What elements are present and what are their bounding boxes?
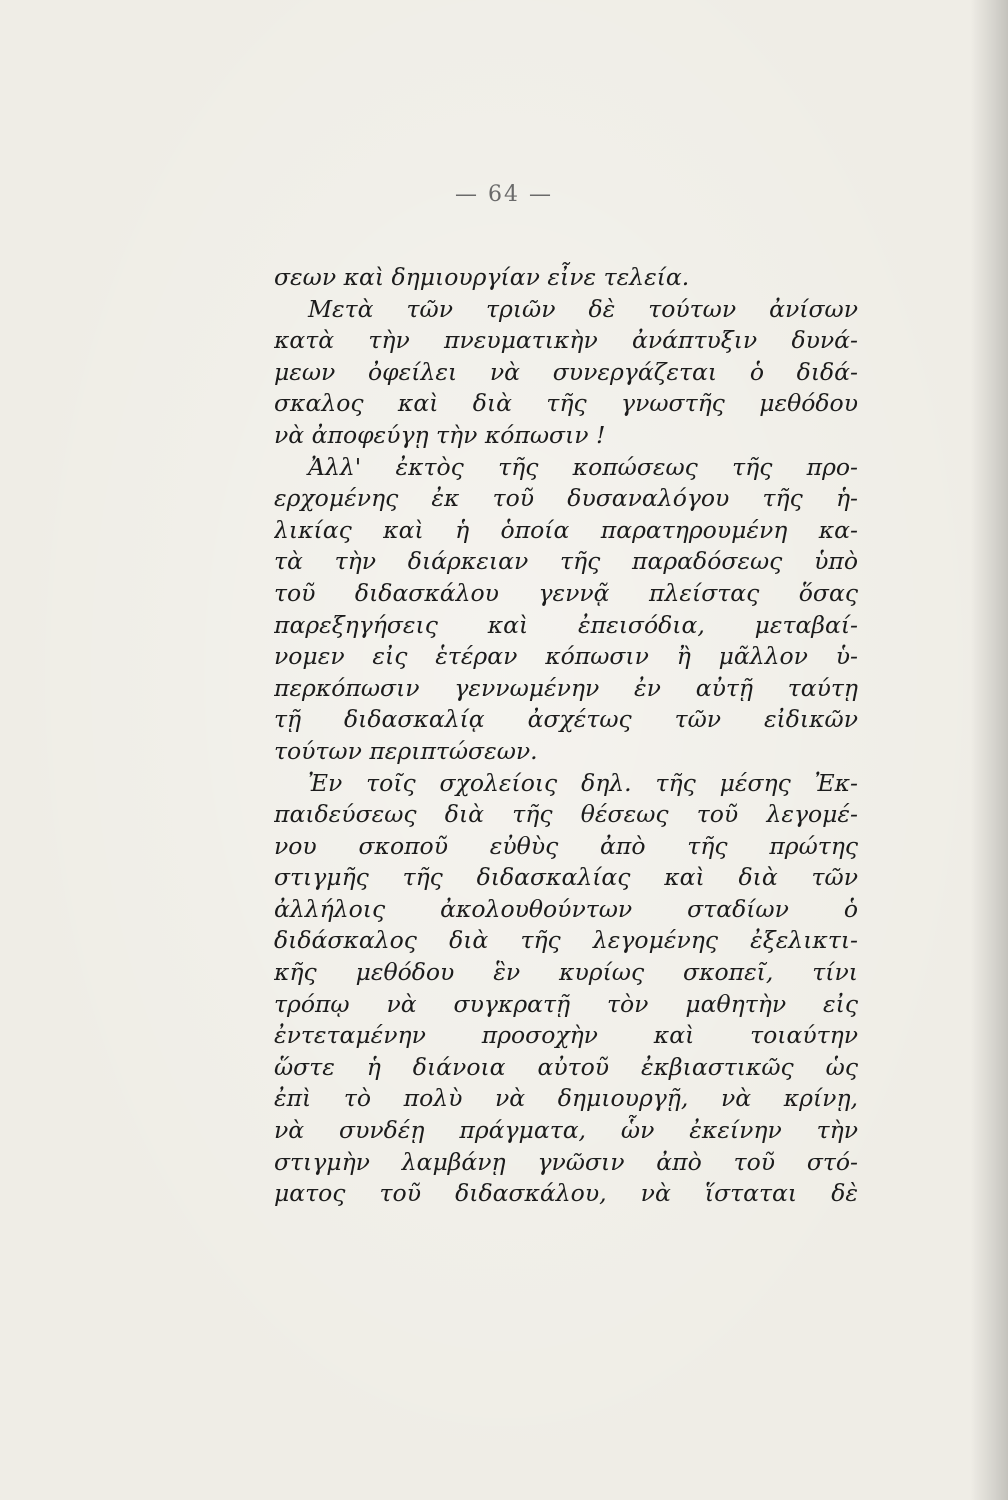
text-line: τῇ διδασκαλίᾳ ἀσχέτως τῶν εἰδικῶν xyxy=(274,705,858,734)
text-line: Ἀλλ' ἐκτὸς τῆς κοπώσεως τῆς προ- xyxy=(308,452,858,481)
text-line: κατὰ τὴν πνευματικὴν ἀνάπτυξιν δυνά- xyxy=(274,326,858,355)
text-line: ἐντεταμένην προσοχὴν καὶ τοιαύτην xyxy=(274,1021,858,1050)
text-line: Μετὰ τῶν τριῶν δὲ τούτων ἀνίσων xyxy=(308,294,858,323)
text-line: νὰ συνδέῃ πράγματα, ὧν ἐκείνην τὴν xyxy=(274,1116,858,1145)
text-line: μεων ὀφείλει νὰ συνεργάζεται ὁ διδά- xyxy=(274,357,858,386)
text-line: τοῦ διδασκάλου γεννᾷ πλείστας ὅσας xyxy=(274,578,858,607)
text-line: νὰ ἀποφεύγῃ τὴν κόπωσιν ! xyxy=(274,420,606,449)
text-line: διδάσκαλος διὰ τῆς λεγομένης ἐξελικτι- xyxy=(274,926,858,955)
page-number: — 64 — xyxy=(455,182,553,207)
text-line: κῆς μεθόδου ἓν κυρίως σκοπεῖ, τίνι xyxy=(274,958,858,987)
body-text xyxy=(274,262,858,1210)
text-line: τὰ τὴν διάρκειαν τῆς παραδόσεως ὑπὸ xyxy=(274,547,858,576)
page-gutter-shadow xyxy=(970,0,1008,1500)
text-line: περκόπωσιν γεννωμένην ἐν αὐτῇ ταύτῃ xyxy=(274,673,858,702)
text-line: σεων καὶ δημιουργίαν εἶνε τελεία. xyxy=(274,263,690,291)
text-line: ερχομένης ἐκ τοῦ δυσαναλόγου τῆς ἡ- xyxy=(274,484,858,513)
text-line: λικίας καὶ ἡ ὁποία παρατηρουμένη κα- xyxy=(274,515,858,544)
text-line: παρεξηγήσεις καὶ ἐπεισόδια, μεταβαί- xyxy=(274,610,858,639)
text-line: παιδεύσεως διὰ τῆς θέσεως τοῦ λεγομέ- xyxy=(274,800,858,829)
text-line: ματος τοῦ διδασκάλου, νὰ ἵσταται δὲ xyxy=(274,1179,858,1208)
text-line: στιγμῆς τῆς διδασκαλίας καὶ διὰ τῶν xyxy=(274,863,858,892)
text-line: Ἐν τοῖς σχολείοις δηλ. τῆς μέσης Ἐκ- xyxy=(308,768,858,797)
text-line: ἐπὶ τὸ πολὺ νὰ δημιουργῇ, νὰ κρίνῃ, xyxy=(274,1084,858,1113)
text-line: τούτων περιπτώσεων. xyxy=(274,736,538,765)
text-line: ἀλλήλοις ἀκολουθούντων σταδίων ὁ xyxy=(274,894,858,923)
text-line: ὥστε ἡ διάνοια αὐτοῦ ἐκβιαστικῶς ὡς xyxy=(274,1052,858,1081)
text-line: στιγμὴν λαμβάνῃ γνῶσιν ἀπὸ τοῦ στό- xyxy=(274,1147,858,1176)
text-line: νου σκοποῦ εὐθὺς ἀπὸ τῆς πρώτης xyxy=(274,831,858,860)
text-line: νομεν εἰς ἑτέραν κόπωσιν ἢ μᾶλλον ὑ- xyxy=(274,642,858,671)
text-line: τρόπῳ νὰ συγκρατῇ τὸν μαθητὴν εἰς xyxy=(274,989,858,1018)
text-line: σκαλος καὶ διὰ τῆς γνωστῆς μεθόδου xyxy=(274,389,858,418)
